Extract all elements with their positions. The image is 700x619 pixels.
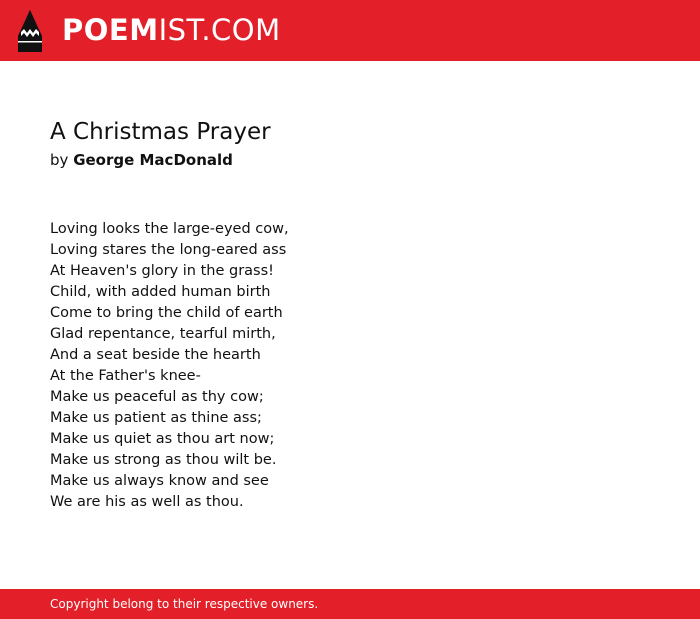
poem-title: A Christmas Prayer [50, 119, 271, 145]
poem-heading [50, 118, 650, 170]
poem-body [50, 219, 650, 513]
poem-line: Make us always know and see [50, 473, 269, 489]
site-logo-link[interactable] [18, 10, 281, 52]
copyright-text: Copyright belong to their respective owners. [50, 597, 319, 611]
poem-line: Make us strong as thou wilt be. [50, 452, 277, 468]
site-footer [0, 589, 700, 619]
poem-line: At Heaven's glory in the grass! [50, 263, 274, 279]
poem-line: Make us quiet as thou art now; [50, 431, 275, 447]
brand-bold-text: POEM [62, 13, 159, 47]
poem-line: Make us patient as thine ass; [50, 410, 262, 426]
brand-light-text: IST.COM [158, 13, 281, 47]
byline [50, 150, 650, 170]
poem-line: Make us peaceful as thy cow; [50, 389, 264, 405]
poem-line: Glad repentance, tearful mirth, [50, 326, 276, 342]
poem-line: Loving stares the long-eared ass [50, 242, 287, 258]
site-brand [62, 13, 281, 47]
author-name: George MacDonald [73, 151, 233, 169]
poem-line: Child, with added human birth [50, 284, 271, 300]
pencil-icon [18, 10, 42, 52]
byline-prefix: by [50, 151, 69, 169]
poem-line: We are his as well as thou. [50, 494, 244, 510]
poem-line: Come to bring the child of earth [50, 305, 283, 321]
poem-line: At the Father's knee- [50, 368, 201, 384]
poem-line: And a seat beside the hearth [50, 347, 261, 363]
site-header [0, 0, 700, 61]
poem-line: Loving looks the large-eyed cow, [50, 221, 289, 237]
